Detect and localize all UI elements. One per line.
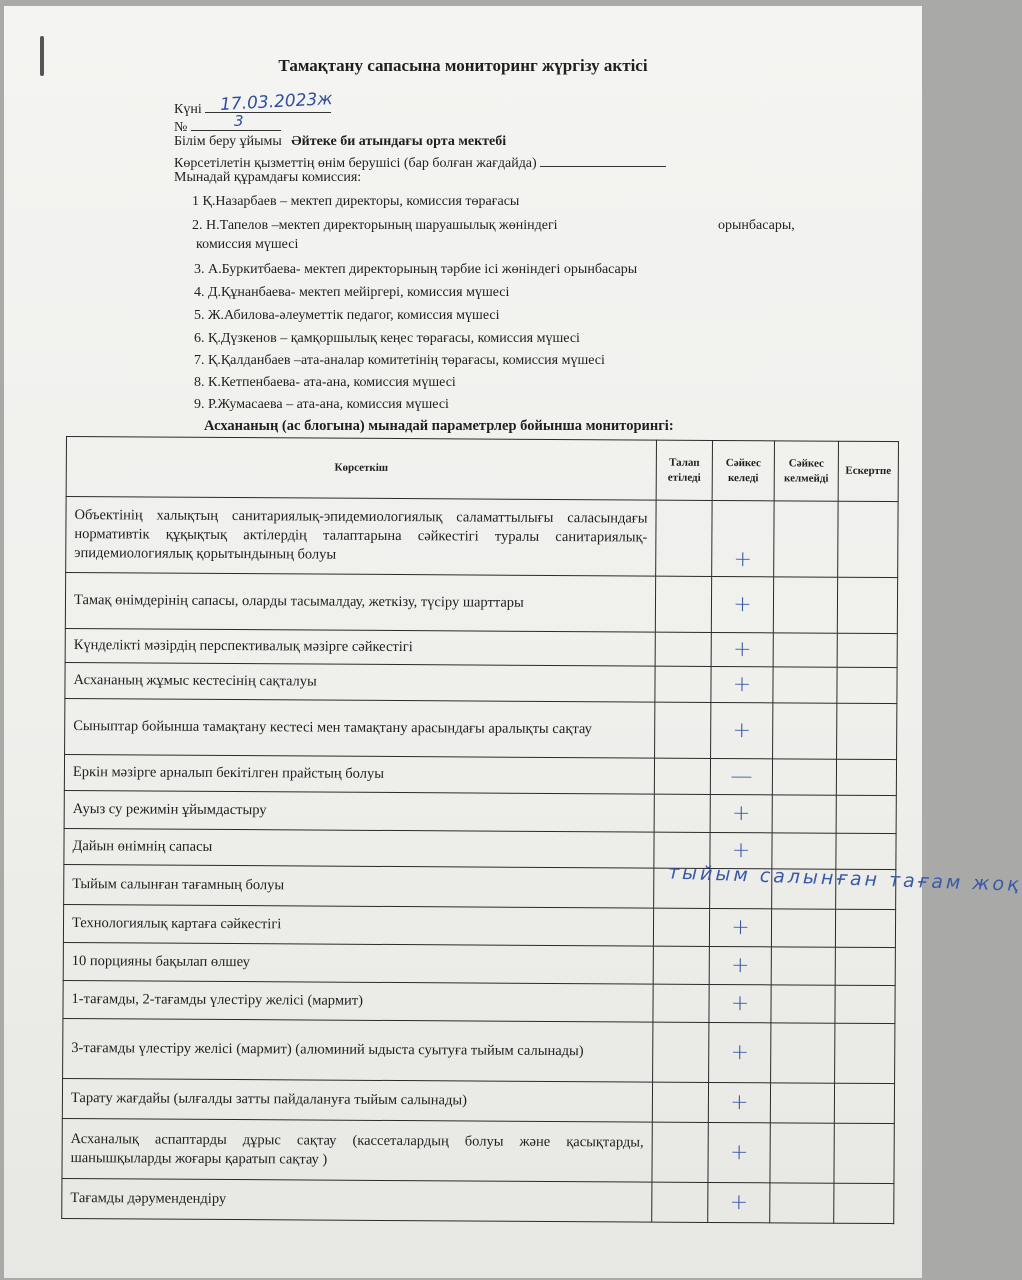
- criterion-cell: Күнделікті мәзірдің перспективалық мәзірге сәйкестігі: [65, 628, 655, 666]
- complies-mark: +: [731, 838, 751, 864]
- table-row: [63, 942, 895, 985]
- table-row: [62, 1078, 894, 1123]
- table-row: [62, 1178, 894, 1223]
- complies-cell: [710, 794, 772, 832]
- required-cell: [653, 908, 709, 946]
- not-complies-cell: [773, 667, 837, 703]
- required-cell: [653, 1022, 709, 1082]
- table-row: [64, 828, 896, 869]
- not-complies-cell: [772, 759, 836, 795]
- number-line: [174, 116, 281, 136]
- required-cell: [652, 1122, 708, 1182]
- document-page: [4, 6, 1022, 1278]
- complies-mark: +: [732, 672, 752, 698]
- complies-cell: [711, 632, 773, 666]
- complies-cell: [711, 666, 773, 702]
- complies-cell: [710, 758, 772, 794]
- not-complies-cell: [773, 633, 837, 667]
- commission-member: 1 Қ.Назарбаев – мектеп директоры, комиссия төрағасы: [192, 194, 520, 209]
- note-cell: [836, 833, 896, 869]
- note-cell: [837, 667, 897, 703]
- school-line: [174, 134, 506, 150]
- criterion-cell: 1-тағамды, 2-тағамды үлестіру желісі (мармит): [63, 980, 653, 1022]
- note-cell: [835, 909, 895, 947]
- commission-member: 2. Н.Тапелов –мектеп директорының шаруашылық жөніндегі: [192, 218, 558, 233]
- complies-mark: +: [729, 1140, 749, 1166]
- not-complies-cell: [770, 1123, 834, 1183]
- not-complies-cell: [771, 947, 835, 985]
- complies-mark: +: [733, 592, 752, 618]
- complies-cell: [708, 1182, 770, 1222]
- note-cell: [837, 703, 897, 759]
- not-complies-cell: [773, 703, 837, 759]
- complies-cell: [711, 702, 773, 758]
- not-complies-cell: [772, 795, 836, 833]
- table-row: [66, 497, 898, 578]
- forbidden-food-note: тыйым салынған тағам жоқ: [667, 861, 1022, 896]
- complies-mark: +: [730, 1040, 750, 1066]
- document-title: Тамақтану сапасына мониторинг жүргізу актісі: [278, 56, 648, 75]
- complies-mark: +: [733, 547, 753, 573]
- complies-mark: +: [731, 801, 751, 827]
- commission-member: 4. Д.Құнанбаева- мектеп мейіргері, комиссия мүшесі: [194, 285, 510, 300]
- complies-cell: [709, 1022, 771, 1082]
- note-cell: [834, 1123, 894, 1183]
- criterion-cell: Объектінің халықтың санитариялық-эпидемиологиялық саламаттылығы саласындағы нормативтік құқықтық актілердің талаптарына сәйкестігі туралы санитариялық-эпидемиологиялық қорытындының болуы: [66, 497, 656, 577]
- header-required: Талап етіледі: [656, 440, 712, 500]
- required-cell: [652, 1182, 708, 1222]
- complies-mark: +: [731, 915, 750, 941]
- table-row: [63, 904, 895, 947]
- complies-mark: +: [732, 637, 752, 663]
- required-cell: [655, 702, 711, 758]
- required-cell: [656, 500, 712, 576]
- monitoring-table: [61, 436, 899, 1224]
- table-header-row: [66, 437, 898, 502]
- not-complies-cell: [772, 833, 836, 869]
- commission-member: 3. А.Буркитбаева- мектеп директорының тәрбие ісі жөніндегі орынбасары: [194, 262, 638, 277]
- header-complies: Сәйкес келеді: [712, 440, 774, 500]
- note-cell: [834, 1183, 894, 1223]
- table-row: [62, 1118, 894, 1183]
- not-complies-cell: [771, 909, 835, 947]
- complies-cell: [709, 908, 771, 946]
- complies-cell: [709, 984, 771, 1022]
- complies-mark: +: [732, 718, 752, 744]
- required-cell: [655, 632, 711, 666]
- criterion-cell: Асхананың жұмыс кестесінің сақталуы: [65, 662, 655, 702]
- required-cell: [653, 946, 709, 984]
- date-value: 17.03.2023ж: [219, 89, 334, 115]
- note-cell: [835, 985, 895, 1023]
- table-row: [63, 1018, 895, 1083]
- school-label: Білім беру ұйымы: [174, 134, 282, 149]
- note-cell: [838, 501, 898, 577]
- note-cell: [837, 633, 897, 667]
- complies-cell: [708, 1082, 770, 1122]
- not-complies-cell: [774, 501, 838, 577]
- provider-line: [174, 152, 666, 172]
- header-criterion: Көрсеткіш: [66, 437, 656, 501]
- table-row: [65, 662, 897, 703]
- criterion-cell: Тыйым салынған тағамның болуы: [64, 864, 654, 908]
- number-value: 3: [234, 112, 244, 130]
- commission-member-cont: комиссия мүшесі: [196, 237, 299, 252]
- complies-mark: +: [730, 953, 750, 979]
- table-row: [65, 573, 897, 634]
- header-not-complies: Сәйкес келмейді: [774, 441, 838, 501]
- criterion-cell: 10 порцияны бақылап өлшеу: [63, 942, 653, 984]
- criterion-cell: Еркін мәзірге арналып бекітілген прайстың болуы: [64, 754, 654, 794]
- complies-cell: [712, 500, 774, 576]
- table-row: [64, 790, 896, 833]
- complies-mark: —: [730, 764, 753, 790]
- not-complies-cell: [770, 1083, 834, 1123]
- not-complies-cell: [771, 985, 835, 1023]
- commission-member: 8. К.Кетпенбаева- ата-ана, комиссия мүшесі: [194, 375, 456, 390]
- complies-mark: +: [730, 991, 750, 1017]
- table-row: [65, 698, 897, 759]
- commission-member: 5. Ж.Абилова-әлеуметтік педагог, комиссия мүшесі: [194, 308, 500, 323]
- commission-member: 6. Қ.Дүзкенов – қамқоршылық кеңес төрағасы, комиссия мүшесі: [194, 331, 580, 346]
- criterion-cell: Тамақ өнімдерінің сапасы, оларды тасымалдау, жеткізу, түсіру шарттары: [65, 573, 655, 633]
- note-cell: [835, 1023, 895, 1083]
- commission-member: 9. Р.Жумасаева – ата-ана, комиссия мүшесі: [194, 397, 449, 412]
- complies-mark: +: [729, 1190, 749, 1216]
- not-complies-cell: [771, 1023, 835, 1083]
- complies-cell: [709, 946, 771, 984]
- table-row: [63, 980, 895, 1023]
- criterion-cell: Технологиялық картаға сәйкестігі: [63, 904, 653, 946]
- not-complies-cell: [770, 1183, 834, 1223]
- date-label: Күні: [174, 102, 202, 117]
- required-cell: [655, 576, 711, 632]
- note-cell: [834, 1083, 894, 1123]
- complies-cell: [708, 1122, 770, 1182]
- criterion-cell: Ауыз су режимін ұйымдастыру: [64, 790, 654, 832]
- note-cell: [837, 577, 897, 633]
- header-note: Ескертпе: [838, 441, 898, 501]
- required-cell: [654, 794, 710, 832]
- table-row: [65, 628, 897, 667]
- criterion-cell: Тағамды дәрумендендіру: [62, 1178, 652, 1222]
- criterion-cell: Сыныптар бойынша тамақтану кестесі мен тамақтану арасындағы аралықты сақтау: [65, 698, 655, 758]
- school-value: Әйтеке би атындағы орта мектебі: [291, 134, 507, 149]
- criterion-cell: Дайын өнімнің сапасы: [64, 828, 654, 868]
- not-complies-cell: [773, 577, 837, 633]
- commission-member: 7. Қ.Қалданбаев –ата-аналар комитетінің төрағасы, комиссия мүшесі: [194, 353, 605, 368]
- provider-label: Көрсетілетін қызметтің өнім берушісі (бар болған жағдайда): [174, 156, 537, 171]
- required-cell: [653, 984, 709, 1022]
- criterion-cell: Асханалық аспаптарды дұрыс сақтау (кассеталардың болуы және қасықтарды, шанышқыларды жоғары қаратып сақтау ): [62, 1118, 652, 1182]
- criterion-cell: Тарату жағдайы (ылғалды затты пайдалануға тыйым салынады): [62, 1078, 652, 1122]
- note-cell: [835, 947, 895, 985]
- note-cell: [836, 759, 896, 795]
- complies-mark: +: [730, 1090, 749, 1116]
- table-row: [64, 754, 896, 795]
- required-cell: [652, 1082, 708, 1122]
- provider-underline: [540, 152, 666, 167]
- criterion-cell: 3-тағамды үлестіру желісі (мармит) (алюминий ыдыста суытуға тыйым салынады): [63, 1018, 653, 1082]
- required-cell: [654, 758, 710, 794]
- note-cell: [836, 795, 896, 833]
- commission-intro: Мынадай құрамдағы комиссия:: [174, 170, 362, 185]
- complies-cell: [711, 576, 773, 632]
- commission-member-tail: орынбасары,: [718, 218, 795, 233]
- required-cell: [655, 666, 711, 702]
- number-label: №: [174, 120, 188, 135]
- table-caption: Асхананың (ас блогына) мынадай параметрлер бойынша мониторингі:: [204, 418, 674, 434]
